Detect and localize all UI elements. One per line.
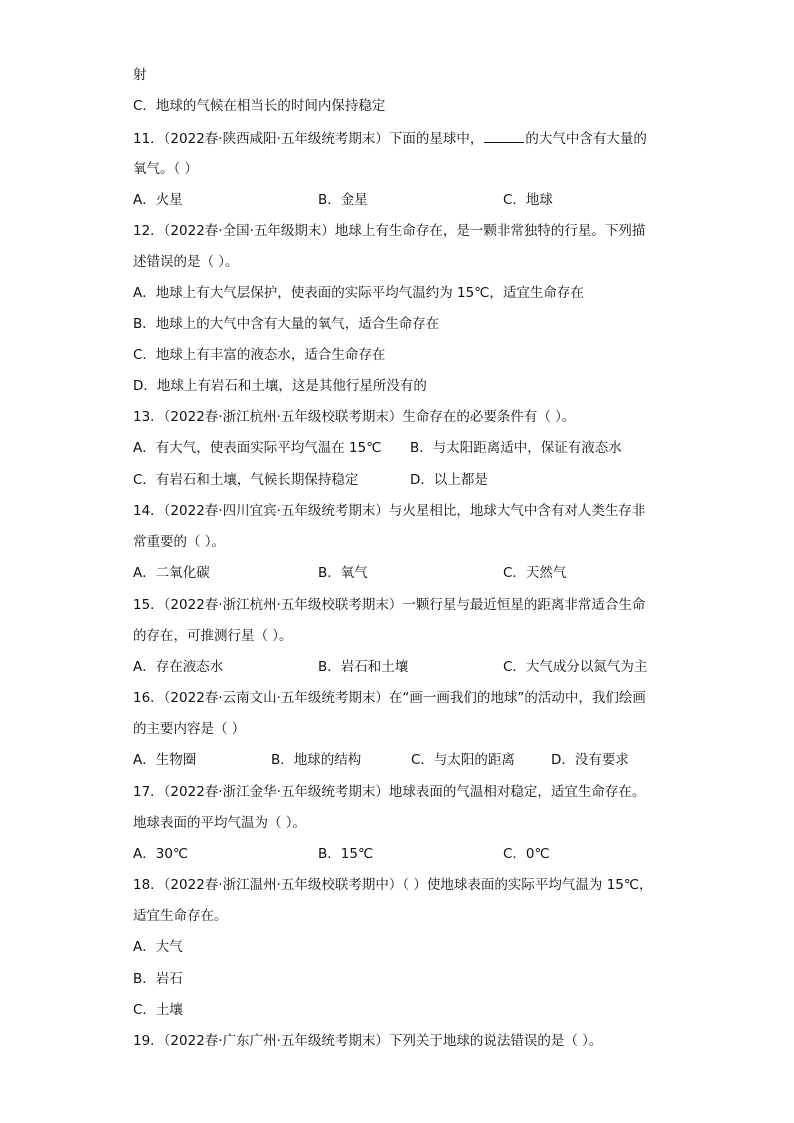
- question-14-option-c: C．天然气: [503, 565, 567, 581]
- option-text: C．地球的气候在相当长的时间内保持稳定: [133, 98, 386, 114]
- question-14-option-b: B．氧气: [318, 565, 368, 581]
- question-13-option-d: D．以上都是: [410, 472, 488, 488]
- question-12-option-d: D．地球上有岩石和土壤，这是其他行星所没有的: [133, 378, 427, 394]
- question-11-stem-suffix: 的大气中含有大量的: [525, 131, 647, 147]
- question-13-stem: 13．（2022春·浙江杭州·五年级校联考期末）生命存在的必要条件有（ ）。: [133, 409, 576, 425]
- question-12-option-b: B．地球上的大气中含有大量的氧气，适合生命存在: [133, 316, 440, 332]
- question-11-option-a: A．火星: [133, 192, 183, 208]
- question-16-option-a: A．生物圈: [133, 752, 197, 768]
- question-16-stem: 16．（2022春·云南文山·五年级统考期末）在“画一画我们的地球”的活动中，我们绘画: [133, 690, 646, 706]
- question-12-option-c: C．地球上有丰富的液态水，适合生命存在: [133, 347, 386, 363]
- question-15-option-c: C．大气成分以氮气为主: [503, 659, 648, 675]
- question-14-stem: 14．（2022春·四川宜宾·五年级统考期末）与火星相比，地球大气中含有对人类生存非: [133, 503, 646, 519]
- question-18-stem-cont: 适宜生命存在。: [133, 908, 228, 924]
- question-18-option-b: B．岩石: [133, 971, 183, 987]
- question-13-option-b: B．与太阳距离适中，保证有液态水: [410, 440, 622, 456]
- question-13-option-a: A．有大气，使表面实际平均气温在 15℃: [133, 440, 382, 456]
- question-18-stem: 18．（2022春·浙江温州·五年级校联考期中）（ ）使地球表面的实际平均气温为 15℃，: [133, 877, 653, 893]
- question-15-option-a: A．存在液态水: [133, 659, 224, 675]
- question-11-stem-prefix: 11．（2022春·陕西咸阳·五年级统考期末）下面的星球中，: [133, 131, 484, 147]
- question-11-option-b: B．金星: [318, 192, 368, 208]
- question-16-stem-cont: 的主要内容是（ ）: [133, 721, 246, 737]
- question-12-stem: 12．（2022春·全国·五年级期末）地球上有生命存在，是一颗非常独特的行星。下列描: [133, 223, 646, 239]
- question-15-stem: 15．（2022春·浙江杭州·五年级校联考期末）一颗行星与最近恒星的距离非常适合生命: [133, 597, 646, 613]
- question-17-stem-cont: 地球表面的平均气温为（ ）。: [133, 815, 307, 831]
- text-line: 射: [133, 67, 147, 83]
- question-18-option-c: C．土壤: [133, 1002, 183, 1018]
- question-13-option-c: C．有岩石和土壤，气候长期保持稳定: [133, 472, 359, 488]
- question-14-option-a: A．二氧化碳: [133, 565, 210, 581]
- question-16-option-d: D．没有要求: [551, 752, 629, 768]
- question-15-stem-cont: 的存在，可推测行星（ ）。: [133, 628, 293, 644]
- question-17-stem: 17．（2022春·浙江金华·五年级统考期末）地球表面的气温相对稳定，适宜生命存在。: [133, 784, 646, 800]
- question-17-option-b: B．15℃: [318, 846, 374, 862]
- question-11-stem: [133, 129, 647, 148]
- question-17-option-c: C．0℃: [503, 846, 550, 862]
- question-12-option-a: A．地球上有大气层保护，使表面的实际平均气温约为 15℃，适宜生命存在: [133, 285, 584, 301]
- question-17-option-a: A．30℃: [133, 846, 189, 862]
- question-11-option-c: C．地球: [503, 192, 553, 208]
- question-12-stem-cont: 述错误的是（ ）。: [133, 254, 239, 270]
- question-14-stem-cont: 常重要的（ ）。: [133, 534, 226, 550]
- question-11-stem-cont: 氧气。（ ）: [133, 161, 199, 177]
- question-15-option-b: B．岩石和土壤: [318, 659, 409, 675]
- question-16-option-b: B．地球的结构: [271, 752, 362, 768]
- answer-blank: [484, 129, 524, 143]
- question-18-option-a: A．大气: [133, 939, 183, 955]
- question-16-option-c: C．与太阳的距离: [411, 752, 515, 768]
- question-19-stem: 19．（2022春·广东广州·五年级统考期末）下列关于地球的说法错误的是（ ）。: [133, 1033, 603, 1049]
